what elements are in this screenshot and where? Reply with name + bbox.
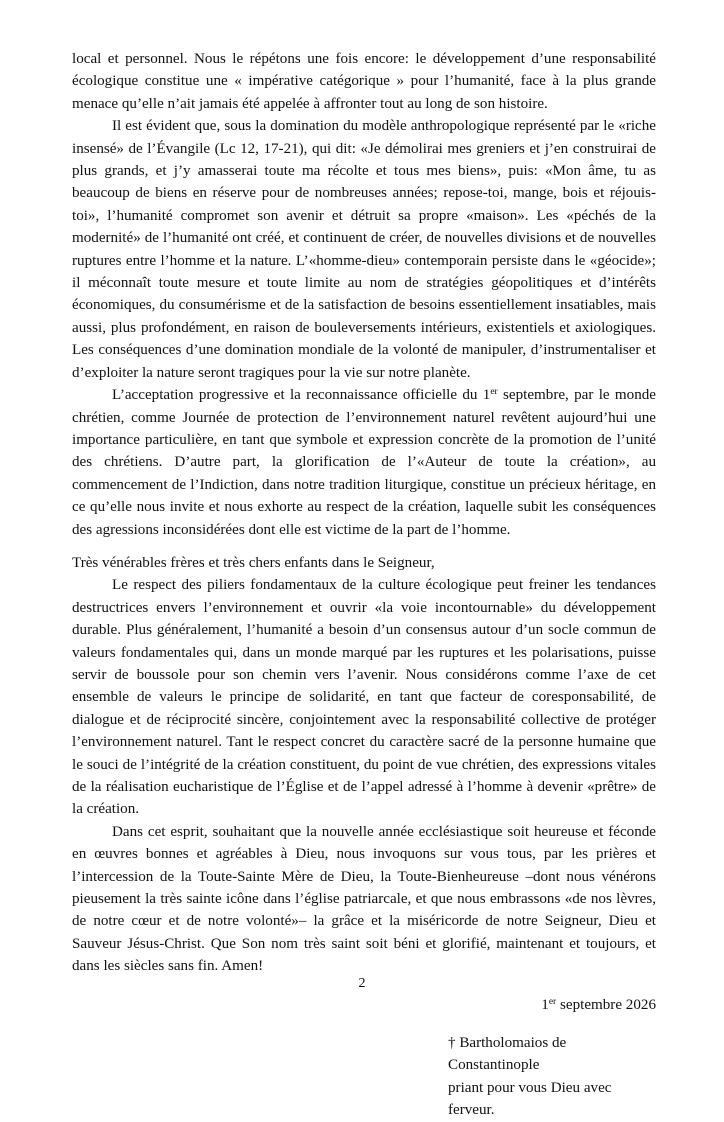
paragraph-september-first bbox=[72, 384, 656, 541]
salutation: Très vénérables frères et très chers enfants dans le Seigneur, bbox=[72, 554, 435, 571]
date-month-year: septembre 2026 bbox=[556, 996, 656, 1013]
signature-closing: priant pour vous Dieu avec ferveur. bbox=[448, 1079, 612, 1119]
signature-name: † Bartholomaios de Constantinople bbox=[448, 1035, 567, 1074]
date-day: 1 bbox=[541, 996, 549, 1013]
date-ordinal-superscript: er bbox=[548, 996, 557, 1007]
document-page bbox=[72, 48, 656, 1122]
ordinal-superscript: er bbox=[490, 387, 498, 398]
signature bbox=[72, 1032, 656, 1122]
paragraph-text-end: septembre, par le monde chrétien, comme Journée de protection de l’environnement naturel revêtent aujourd’hui une importance particulière, en tant que symbole et expression concrète de la promotion de l’unité des chrétiens. D’autre part, la glorification de l’«Auteur de toute la création», au commencement de l’Indiction, dans notre tradition liturgique, constitue un précieux héritage, en ce qu’elle nous invite et nous exhorte au respect de la création, laquelle subit les conséquences des agressions inconsidérées dont elle est victime de la part de l’homme. bbox=[72, 387, 656, 538]
paragraph-rich-fool: Il est évident que, sous la domination du modèle anthropologique représenté par le «riche insensé» de l’Évangile (Lc 12, 17-21), qui dit: «Je démolirai mes greniers et j’en construirai de plus grands, et j’y amasserai toute ma récolte et tous mes biens», puis: «Mon âme, tu as beaucoup de biens en réserve pour de nombreuses années; repose-toi, mange, bois et réjouis-toi», l’humanité compromet son avenir et détruit sa propre «maison». Les «péchés de la modernité» de l’humanité ont créé, et continuent de créer, de nouvelles divisions et de nouvelles ruptures entre l’homme et la nature. L’«homme-dieu» contemporain persiste dans le «géocide»; il méconnaît toute mesure et toute limite au nom de stratégies géopolitiques et d’intérêts économiques, du consumérisme et de la satisfaction de besoins essentiellement insatiables, mais aussi, plus profondément, en raison de bouleversements intérieurs, existentiels et axiologiques. Les conséquences d’une domination mondiale de la volonté de manipuler, d’instrumentaliser et d’exploiter la nature seront tragiques pour la vie sur notre planète. bbox=[72, 118, 656, 381]
paragraph-continuation: local et personnel. Nous le répétons une fois encore: le développement d’une responsabilité écologique constitue une « impérative catégorique » pour l’humanité, face à la plus grande menace qu’elle n’ait jamais été appelée à affronter tout au long de son histoire. bbox=[72, 51, 656, 112]
closing-block bbox=[72, 994, 656, 1122]
paragraph-blessing: Dans cet esprit, souhaitant que la nouvelle année ecclésiastique soit heureuse et féconde en œuvres bonnes et agréables à Dieu, nous invoquons sur vous tous, par les prières et l’intercession de la Toute-Sainte Mère de Dieu, la Toute-Bienheureuse –dont nous vénérons pieusement la très sainte icône dans l’église patriarcale, et que nous embrassons «de nos lèvres, de notre cœur et de notre volonté»– la grâce et la miséricorde de notre Seigneur, Dieu et Sauveur Jésus-Christ. Que Son nom très saint soit béni et glorifié, maintenant et toujours, et dans les siècles sans fin. Amen! bbox=[72, 823, 656, 975]
paragraph-ecological-culture: Le respect des piliers fondamentaux de la culture écologique peut freiner les tendances destructrices envers l’environnement et ouvrir «la voie incontournable» du développement durable. Plus généralement, l’humanité a besoin d’un consensus autour d’un socle commun de valeurs fondamentales qui, dans un monde marqué par les ruptures et les polarisations, puisse servir de boussole pour son chemin vers l’avenir. Nous considérons comme l’axe de cet ensemble de valeurs le principe de solidarité, en tant que facteur de coresponsabilité, de dialogue et de réciprocité sincère, conjointement avec la responsabilité collective de protéger l’environnement naturel. Tant le respect concret du caractère sacré de la personne humaine que le souci de l’intégrité de la création constituent, du point de vue chrétien, des expressions vitales de la réalisation eucharistique de l’Église et de l’appel adressé à l’homme à devenir «prêtre» de la création. bbox=[72, 577, 656, 818]
page-number: 2 bbox=[358, 976, 366, 991]
paragraph-text-start: L’acceptation progressive et la reconnaissance officielle du 1 bbox=[112, 387, 491, 404]
letter-date bbox=[72, 994, 656, 1016]
